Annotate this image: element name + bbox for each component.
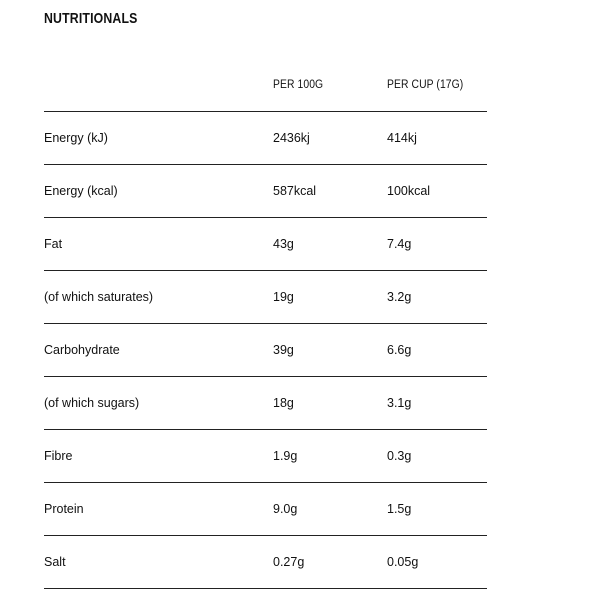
value-per-cup: 1.5g: [387, 502, 412, 516]
nutrient-name: (of which sugars): [44, 396, 140, 410]
table-row: [44, 112, 487, 165]
value-per-100g: 0.27g: [273, 555, 305, 569]
value-per-100g: 19g: [273, 290, 294, 304]
table-header-row: [44, 58, 487, 112]
value-per-100g: 9.0g: [273, 502, 298, 516]
value-per-100g: 43g: [273, 237, 294, 251]
page-title: NUTRITIONALS: [44, 10, 138, 27]
value-per-100g: 587kcal: [273, 184, 317, 198]
value-per-cup: 0.3g: [387, 449, 412, 463]
value-per-cup: 3.2g: [387, 290, 412, 304]
value-per-cup: 0.05g: [387, 555, 419, 569]
table-row: [44, 165, 487, 218]
value-per-100g: 18g: [273, 396, 294, 410]
table-row: [44, 430, 487, 483]
header-per-cup: PER CUP (17G): [387, 78, 464, 91]
table-row: [44, 324, 487, 377]
value-per-cup: 6.6g: [387, 343, 412, 357]
table-row: [44, 218, 487, 271]
nutrient-name: Carbohydrate: [44, 343, 120, 357]
value-per-cup: 7.4g: [387, 237, 412, 251]
nutrient-name: Energy (kcal): [44, 184, 118, 198]
table-row: [44, 483, 487, 536]
nutrient-name: Protein: [44, 502, 84, 516]
value-per-100g: 2436kj: [273, 131, 310, 145]
nutrient-name: Energy (kJ): [44, 131, 108, 145]
nutrient-name: Salt: [44, 555, 66, 569]
table-row: [44, 536, 487, 589]
header-per-100g: PER 100G: [273, 78, 324, 91]
value-per-100g: 39g: [273, 343, 294, 357]
value-per-100g: 1.9g: [273, 449, 298, 463]
value-per-cup: 414kj: [387, 131, 417, 145]
value-per-cup: 3.1g: [387, 396, 412, 410]
nutrient-name: Fibre: [44, 449, 73, 463]
nutrition-table: [44, 58, 487, 589]
value-per-cup: 100kcal: [387, 184, 431, 198]
nutrient-name: Fat: [44, 237, 63, 251]
table-row: [44, 377, 487, 430]
table-row: [44, 271, 487, 324]
nutrient-name: (of which saturates): [44, 290, 154, 304]
